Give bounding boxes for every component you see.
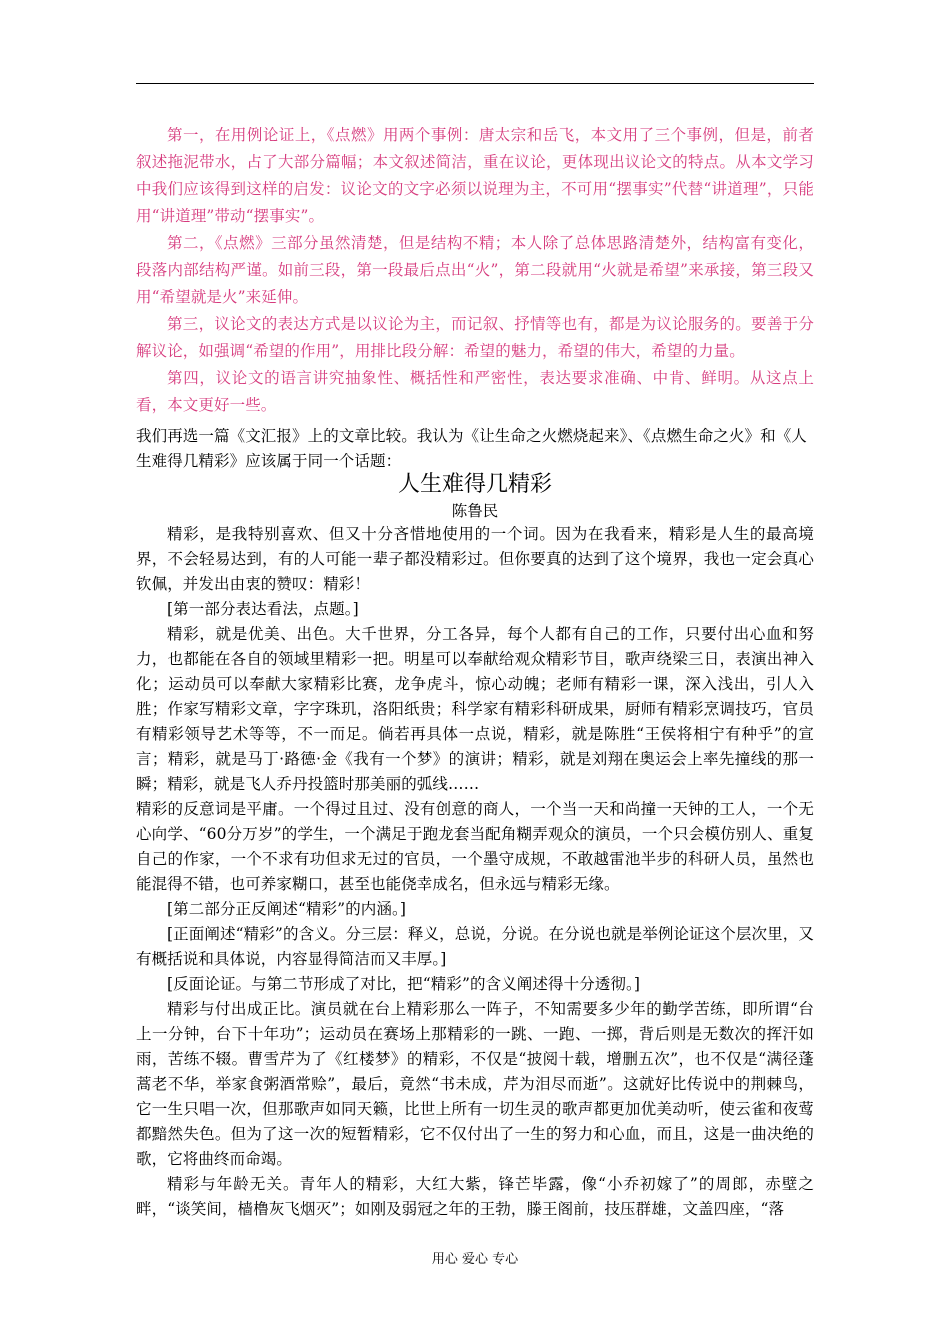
commentary-paragraph-4: 第四，议论文的语言讲究抽象性、概括性和严密性，表达要求准确、中肯、鲜明。从这点上看，本文更好一些。 bbox=[136, 369, 814, 414]
page-footer: 用心 爱心 专心 bbox=[431, 1252, 519, 1267]
intro-section bbox=[136, 424, 814, 474]
commentary-paragraph-2: 第二，《点燃》三部分虽然清楚，但是结构不精；本人除了总体思路清楚外，结构富有变化，段落内部结构严谨。如前三段，第一段最后点出“火”，第二段就用“火就是希望”来承接，第三段又用“希望就是火”来延伸。 bbox=[136, 234, 814, 306]
article-paragraph-1: 精彩，是我特别喜欢、但又十分吝惜地使用的一个词。因为在我看来，精彩是人生的最高境界，不会轻易达到，有的人可能一辈子都没精彩过。但你要真的达到了这个境界，我也一定会真心钦佩，并发出由衷的赞叹：精彩！ bbox=[136, 525, 814, 593]
commentary-paragraph-3: 第三，议论文的表达方式是以议论为主，而记叙、抒情等也有，都是为议论服务的。要善于分解议论，如强调“希望的作用”，用排比段分解：希望的魅力，希望的伟大，希望的力量。 bbox=[136, 315, 814, 360]
article-note-2: [第二部分正反阐述“精彩”的内涵。] bbox=[167, 900, 406, 918]
article-body bbox=[136, 522, 814, 1222]
intro-paragraph: 我们再选一篇《文汇报》上的文章比较。我认为《让生命之火燃烧起来》、《点燃生命之火》和《人生难得几精彩》应该属于同一个话题： bbox=[136, 427, 807, 470]
article-author: 陈鲁民 bbox=[451, 502, 499, 520]
article-paragraph-2: 精彩，就是优美、出色。大千世界，分工各异，每个人都有自己的工作，只要付出心血和努力，也都能在各自的领域里精彩一把。明星可以奉献给观众精彩节目，歌声绕梁三日，表演出神入化；运动员可以奉献大家精彩比赛，龙争虎斗，惊心动魄；老师有精彩一课，深入浅出，引人入胜；作家写精彩文章，字字珠玑，洛阳纸贵；科学家有精彩科研成果，厨师有精彩烹调技巧，官员有精彩领导艺术等等，不一而足。倘若再具体一点说，精彩，就是陈胜“王侯将相宁有种乎”的宣言；精彩，就是马丁·路德·金《我有一个梦》的演讲；精彩，就是刘翔在奥运会上率先撞线的那一瞬；精彩，就是飞人乔丹投篮时那美丽的弧线…… bbox=[136, 625, 814, 793]
article-paragraph-4: 精彩与付出成正比。演员就在台上精彩那么一阵子，不知需要多少年的勤学苦练，即所谓“台上一分钟，台下十年功”；运动员在赛场上那精彩的一跳、一跑、一掷，背后则是无数次的挥汗如雨，苦练不辍。曹雪芹为了《红楼梦》的精彩，不仅是“披阅十载，增删五次”，也不仅是“满径蓬蒿老不华，举家食粥酒常赊”，最后，竟然“书未成，芹为泪尽而逝”。这就好比传说中的荆棘鸟，它一生只唱一次，但那歌声如同天籁，比世上所有一切生灵的歌声都更加优美动听，使云雀和夜莺都黯然失色。但为了这一次的短暂精彩，它不仅付出了一生的努力和心血，而且，这是一曲决绝的歌，它将曲终而命竭。 bbox=[136, 1000, 814, 1168]
article-paragraph-5: 精彩与年龄无关。青年人的精彩，大红大紫，锋芒毕露，像“小乔初嫁了”的周郎，赤壁之畔，“谈笑间，樯橹灰飞烟灭”；如刚及弱冠之年的王勃，滕王阁前，技压群雄，文盖四座，“落 bbox=[136, 1175, 814, 1218]
article-paragraph-3: 精彩的反意词是平庸。一个得过且过、没有创意的商人，一个当一天和尚撞一天钟的工人，一个无心向学、“60分万岁”的学生，一个满足于跑龙套当配角糊弄观众的演员，一个只会模仿别人、重复自己的作家，一个不求有功但求无过的官员，一个墨守成规，不敢越雷池半步的科研人员，虽然也能混得不错，也可养家糊口，甚至也能侥幸成名，但永远与精彩无缘。 bbox=[136, 800, 814, 893]
article-note-1: [第一部分表达看法，点题。] bbox=[167, 600, 359, 618]
article-note-4: [反面论证。与第二节形成了对比，把“精彩”的含义阐述得十分透彻。] bbox=[167, 975, 640, 993]
commentary-paragraph-1: 第一，在用例论证上，《点燃》用两个事例：唐太宗和岳飞，本文用了三个事例，但是，前者叙述拖泥带水，占了大部分篇幅；本文叙述简洁，重在议论，更体现出议论文的特点。从本文学习中我们应该得到这样的启发：议论文的文字必须以说理为主，不可用“摆事实”代替“讲道理”，只能用“讲道理”带动“摆事实”。 bbox=[136, 126, 814, 225]
commentary-section bbox=[136, 122, 814, 419]
article-note-3: [正面阐述“精彩”的含义。分三层：释义，总说，分说。在分说也就是举例论证这个层次里，又有概括说和具体说，内容显得简洁而又丰厚。] bbox=[136, 925, 814, 968]
article-title: 人生难得几精彩 bbox=[397, 472, 552, 497]
header-rule bbox=[136, 83, 814, 84]
